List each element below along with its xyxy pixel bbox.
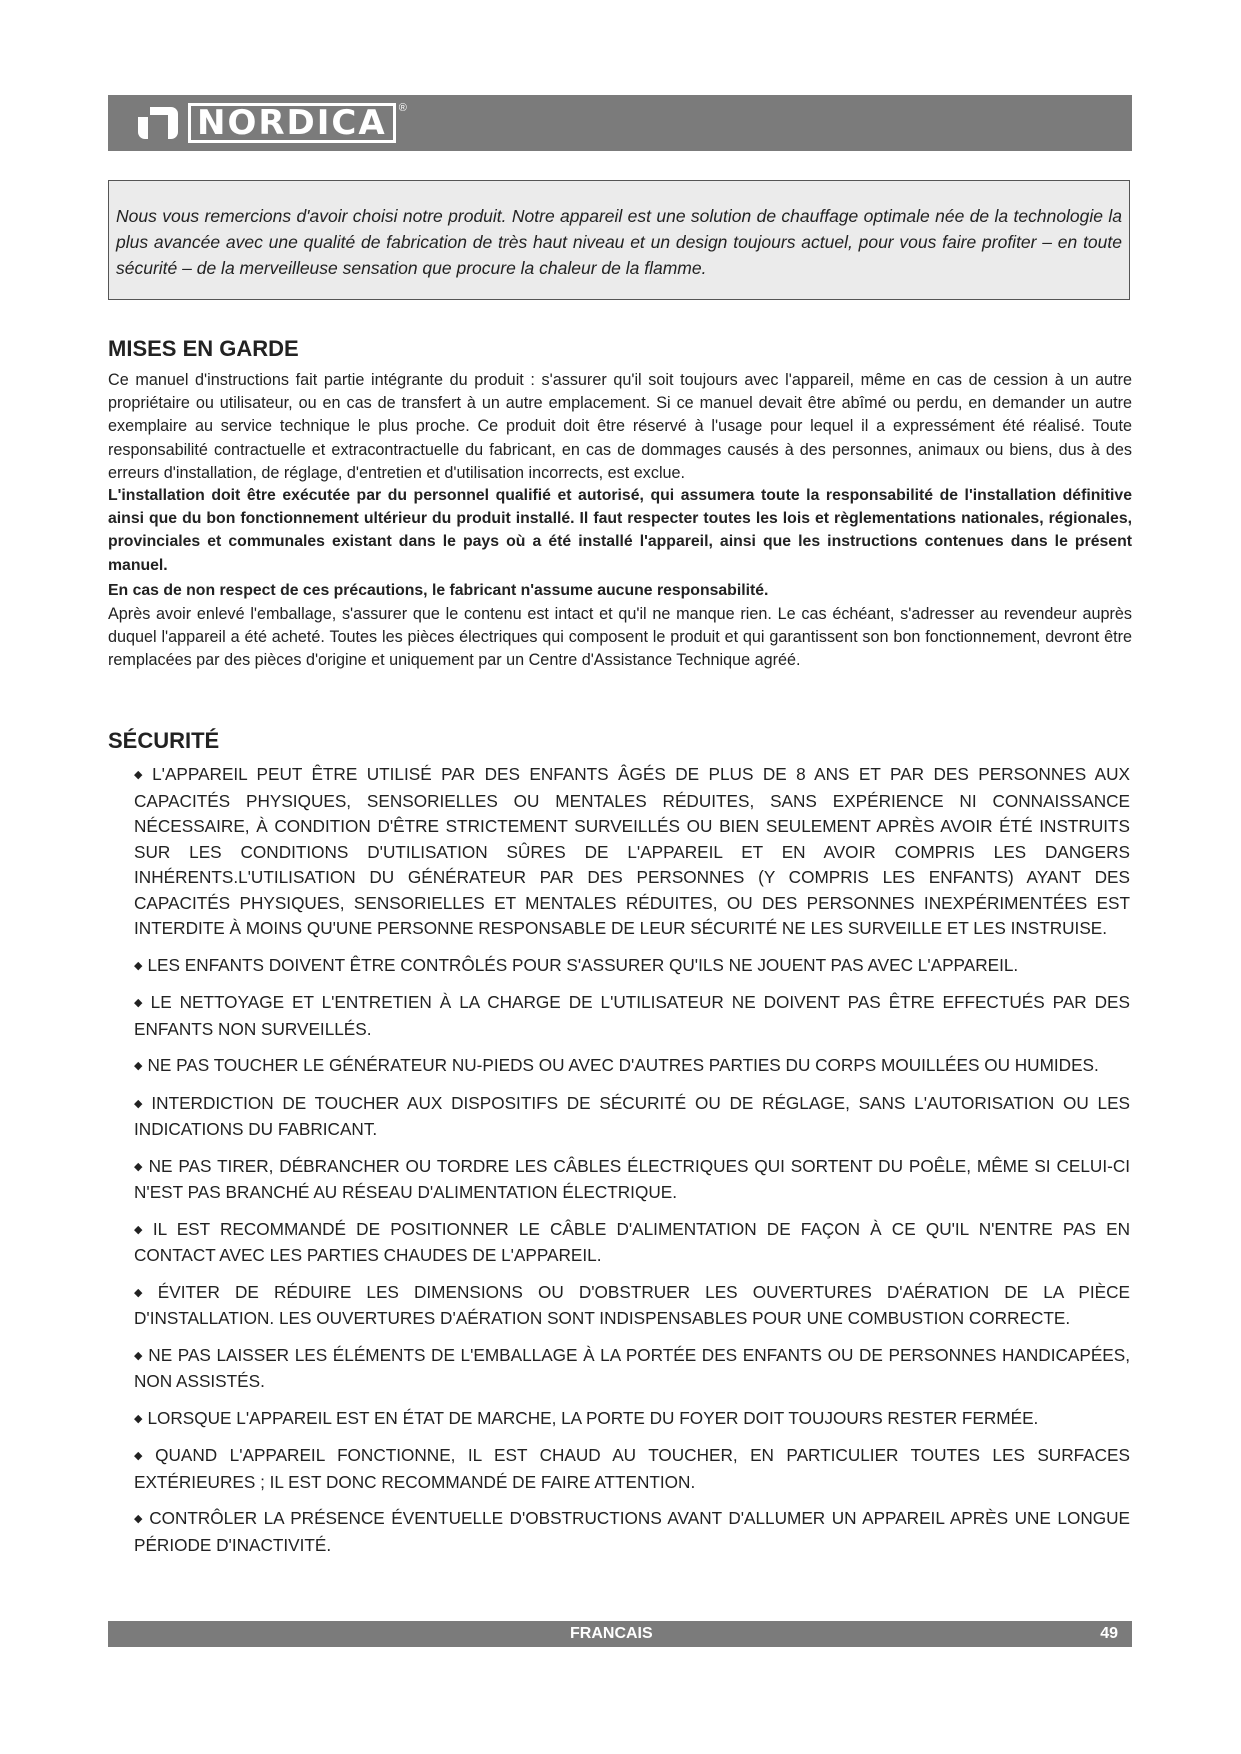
bullet-diamond-icon: ◆ [134, 769, 148, 781]
footer-language: FRANCAIS [570, 1625, 653, 1642]
bullet-diamond-icon: ◆ [134, 997, 146, 1009]
security-list-item [134, 1217, 1130, 1269]
page-number: 49 [1100, 1625, 1118, 1642]
security-item-text: NE PAS TIRER, DÉBRANCHER OU TORDRE LES CÂBLES ÉLECTRIQUES QUI SORTENT DU POÊLE, MÊME SI CELUI-CI N'EST PAS BRANCHÉ AU RÉSEAU D'ALIMENTATION ÉLECTRIQUE. [134, 1155, 1131, 1202]
bullet-diamond-icon: ◆ [134, 1097, 147, 1110]
security-item-text: CONTRÔLER LA PRÉSENCE ÉVENTUELLE D'OBSTRUCTIONS AVANT D'ALLUMER UN APPAREIL APRÈS UNE LONGUE PÉRIODE D'INACTIVITÉ. [134, 1508, 1130, 1555]
warnings-paragraph-1: Ce manuel d'instructions fait partie intégrante du produit : s'assurer qu'il soit toujours avec l'appareil, même en cas de cession à un autre propriétaire ou utilisateur, ou en cas de transfert à un autre emplacement. Si ce manuel devait être abîmé ou perdu, en demander un autre exemplaire au service technique le plus proche. Ce produit doit être réservé à l'usage pour lequel il a expressément été réalisé. Toute responsabilité contractuelle et extracontractuelle du fabricant, en cas de dommages causés à des personnes, animaux ou biens, dus à des erreurs d'installation, de réglage, d'entretien et d'utilisation incorrects, est exclue. [108, 371, 1132, 482]
security-list-item [134, 762, 1130, 942]
security-item-text: ÉVITER DE RÉDUIRE LES DIMENSIONS OU D'OBSTRUER LES OUVERTURES D'AÉRATION DE LA PIÈCE D'INSTALLATION. LES OUVERTURES D'AÉRATION SONT INDISPENSABLES POUR UNE COMBUSTION CORRECTE. [134, 1281, 1130, 1328]
security-list-item [134, 1506, 1130, 1558]
brand-logo [136, 102, 407, 144]
logo-mark-icon [136, 103, 182, 143]
bullet-diamond-icon: ◆ [134, 1450, 151, 1462]
security-list-item [134, 1053, 1130, 1080]
section-title-security: SÉCURITÉ [108, 728, 220, 753]
intro-box [108, 180, 1130, 300]
security-list-item [134, 1091, 1130, 1143]
security-list-item [134, 1443, 1130, 1495]
header-band [108, 95, 1132, 151]
security-item-text: INTERDICTION DE TOUCHER AUX DISPOSITIFS DE SÉCURITÉ OU DE RÉGLAGE, SANS L'AUTORISATION OU LES INDICATIONS DU FABRICANT. [134, 1092, 1130, 1139]
security-item-text: LE NETTOYAGE ET L'ENTRETIEN À LA CHARGE DE L'UTILISATEUR NE DOIVENT PAS ÊTRE EFFECTUÉS PAR DES ENFANTS NON SURVEILLÉS. [134, 992, 1130, 1039]
registered-mark: ® [398, 102, 407, 114]
bullet-diamond-icon: ◆ [134, 1412, 143, 1425]
security-list-item [134, 1343, 1130, 1395]
security-item-text: LES ENFANTS DOIVENT ÊTRE CONTRÔLÉS POUR S'ASSURER QU'ILS NE JOUENT PAS AVEC L'APPAREIL. [147, 954, 1019, 975]
warnings-paragraph-3: En cas de non respect de ces précautions, le fabricant n'assume aucune responsabilité. [108, 582, 769, 599]
bullet-diamond-icon: ◆ [134, 959, 143, 972]
bullet-diamond-icon: ◆ [134, 1513, 145, 1525]
security-item-text: NE PAS TOUCHER LE GÉNÉRATEUR NU-PIEDS OU AVEC D'AUTRES PARTIES DU CORPS MOUILLÉES OU HUMIDES. [147, 1055, 1099, 1075]
security-item-text: QUAND L'APPAREIL FONCTIONNE, IL EST CHAUD AU TOUCHER, EN PARTICULIER TOUTES LES SURFACES EXTÉRIEURES ; IL EST DONC RECOMMANDÉ DE FAIRE ATTENTION. [134, 1445, 1130, 1492]
section-title-warnings: MISES EN GARDE [108, 336, 299, 361]
footer-band [108, 1621, 1132, 1647]
security-item-text: IL EST RECOMMANDÉ DE POSITIONNER LE CÂBLE D'ALIMENTATION DE FAÇON À CE QU'IL N'ENTRE PAS EN CONTACT AVEC LES PARTIES CHAUDES DE L'APPAREIL. [134, 1218, 1130, 1265]
bullet-diamond-icon: ◆ [134, 1060, 143, 1072]
security-list-item [134, 1280, 1130, 1332]
logo-wordmark: NORDICA [188, 103, 396, 143]
bullet-diamond-icon: ◆ [134, 1223, 148, 1236]
bullet-diamond-icon: ◆ [134, 1160, 144, 1173]
security-list-item [134, 1154, 1130, 1206]
security-list-item [134, 1406, 1130, 1433]
security-list [134, 762, 1130, 1569]
bullet-diamond-icon: ◆ [134, 1349, 144, 1362]
bullet-diamond-icon: ◆ [134, 1286, 153, 1299]
security-item-text: LORSQUE L'APPAREIL EST EN ÉTAT DE MARCHE, LA PORTE DU FOYER DOIT TOUJOURS RESTER FERMÉE. [147, 1407, 1039, 1428]
security-item-text: NE PAS LAISSER LES ÉLÉMENTS DE L'EMBALLAGE À LA PORTÉE DES ENFANTS OU DE PERSONNES HANDICAPÉES, NON ASSISTÉS. [134, 1344, 1130, 1391]
warnings-paragraph-4: Après avoir enlevé l'emballage, s'assurer que le contenu est intact et qu'il ne manque rien. Le cas échéant, s'adresser au revendeur auprès duquel l'appareil a été acheté. Toutes les pièces électriques qui composent le produit et qui garantissent son bon fonctionnement, devront être remplacées par des pièces d'origine et uniquement par un Centre d'Assistance Technique agréé. [108, 605, 1132, 670]
intro-text: Nous vous remercions d'avoir choisi notre produit. Notre appareil est une solution de chauffage optimale née de la technologie la plus avancée avec une qualité de fabrication de très haut niveau et un design toujours actuel, pour vous faire profiter – en toute sécurité – de la merveilleuse sensation que procure la chaleur de la flamme. [116, 206, 1122, 278]
warnings-paragraph-2: L'installation doit être exécutée par du personnel qualifié et autorisé, qui assumera toute la responsabilité de l'installation définitive ainsi que du bon fonctionnement ultérieur du produit installé. Il faut respecter toutes les lois et règlementations nationales, régionales, provinciales et communales existant dans le pays où a été installé l'appareil, ainsi que les instructions contenues dans le présent manuel. [108, 487, 1132, 574]
security-list-item [134, 953, 1130, 980]
security-list-item [134, 990, 1130, 1042]
security-item-text: L'APPAREIL PEUT ÊTRE UTILISÉ PAR DES ENFANTS ÂGÉS DE PLUS DE 8 ANS ET PAR DES PERSONNES AUX CAPACITÉS PHYSIQUES, SENSORIELLES OU MENTALES RÉDUITES, SANS EXPÉRIENCE NI CONNAISSANCE NÉCESSAIRE, À CONDITION D'ÊTRE STRICTEMENT SURVEILLÉS OU BIEN SEULEMENT APRÈS AVOIR ÉTÉ INSTRUITS SUR LES CONDITIONS D'UTILISATION SÛRES DE L'APPAREIL ET EN AVOIR COMPRIS LES DANGERS INHÉRENTS.L'UTILISATION DU GÉNÉRATEUR PAR DES PERSONNES (Y COMPRIS LES ENFANTS) AYANT DES CAPACITÉS PHYSIQUES, SENSORIELLES ET MENTALES RÉDUITES, OU DES PERSONNES INEXPÉRIMENTÉES EST INTERDITE À MOINS QU'UNE PERSONNE RESPONSABLE DE LEUR SÉCURITÉ NE LES SURVEILLE ET LES INSTRUISE. [134, 764, 1130, 938]
